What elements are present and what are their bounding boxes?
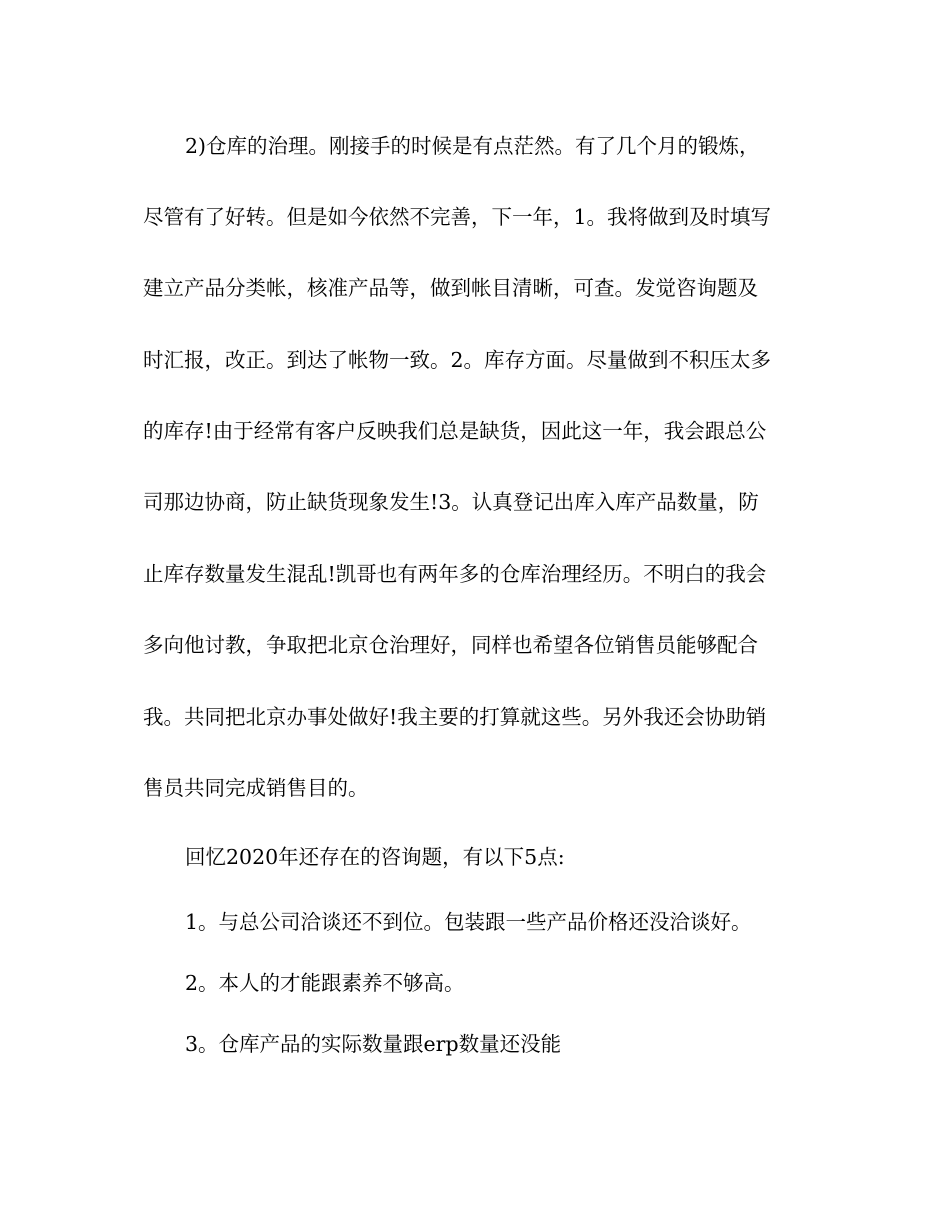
paragraph-line: 的库存!由于经常有客户反映我们总是缺货，因此这一年，我会跟总公 — [143, 419, 767, 443]
issue-item: 2。本人的才能跟素养不够高。 — [185, 971, 465, 995]
paragraph-line: 止库存数量发生混乱!凯哥也有两年多的仓库治理经历。不明白的我会 — [143, 562, 767, 586]
paragraph-line: 时汇报，改正。到达了帐物一致。2。库存方面。尽量做到不积压太多 — [143, 348, 772, 372]
paragraph-line: 售员共同完成销售目的。 — [143, 776, 369, 800]
paragraph-line: 尽管有了好转。但是如今依然不完善，下一年，1。我将做到及时填写 — [143, 205, 772, 229]
paragraph-line: 司那边协商，防止缺货现象发生!3。认真登记出库入库产品数量，防 — [143, 490, 759, 514]
paragraph-line: 我。共同把北京办事处做好!我主要的打算就这些。另外我还会协助销 — [143, 705, 767, 729]
paragraph-line: 2)仓库的治理。刚接手的时候是有点茫然。有了几个月的锻炼， — [185, 134, 760, 158]
issue-item: 3。仓库产品的实际数量跟erp数量还没能 — [185, 1032, 562, 1056]
paragraph-line: 多向他讨教，争取把北京仓治理好，同样也希望各位销售员能够配合 — [143, 633, 758, 657]
issue-item: 1。与总公司洽谈还不到位。包装跟一些产品价格还没洽谈好。 — [185, 910, 752, 934]
paragraph-line: 建立产品分类帐，核准产品等，做到帐目清晰，可查。发觉咨询题及 — [143, 276, 758, 300]
review-heading: 回忆2020年还存在的咨询题，有以下5点: — [185, 845, 565, 869]
